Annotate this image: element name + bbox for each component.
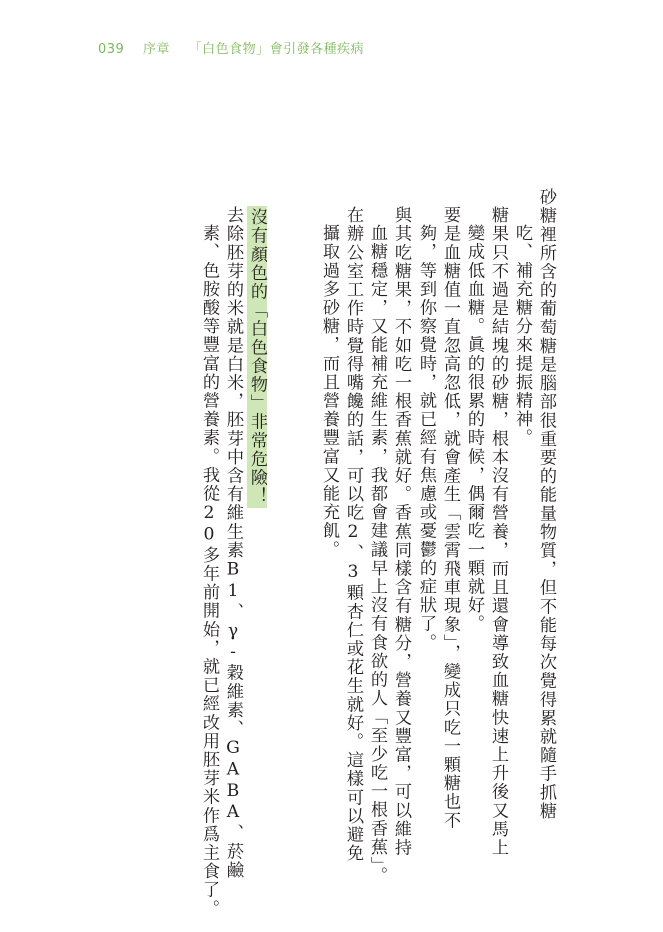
chapter-title: 「白色食物」會引發各種疾病 (188, 42, 365, 57)
text-column: 素、色胺酸等豐富的營養素。我從20多年前開始，就已經改用胚芽米作爲主食了。 (199, 224, 219, 918)
section-heading-highlight: 沒有顏色的「白色食物」非常危險！ (247, 208, 267, 506)
text-column: 在辦公室工作時覺得嘴饞的話，可以吃2、3顆杏仁或花生就好。這樣可以避免 (343, 206, 363, 863)
section-heading (247, 206, 267, 508)
chapter-label: 序章 (142, 42, 170, 57)
text-column: 變成低血糖。眞的很累的時候，偶爾吃一顆就好。 (464, 224, 484, 634)
text-column: 糖果只不過是結塊的砂糖，根本沒有營養，而且還會導致血糖快速上升後又馬上 (488, 206, 508, 857)
page-number: 039 (98, 42, 125, 57)
text-column: 與其吃糖果，不如吃一根香蕉就好。香蕉同樣含有糖分，營養又豐富，可以維持 (391, 206, 411, 857)
text-column: 去除胚芽的米就是白米，胚芽中含有維生素B1、γ-穀維素、GABA、菸鹼 (223, 206, 243, 880)
text-column: 吃、補充糖分來提振精神。 (512, 224, 532, 448)
running-header (98, 38, 364, 57)
text-column: 攝取過多砂糖，而且營養豐富又能充飢。 (319, 224, 339, 559)
text-column: 夠，等到你察覺時，就已經有焦慮或憂鬱的症狀了。 (416, 224, 436, 652)
text-column: 砂糖裡所含的葡萄糖是腦部很重要的能量物質，但不能每次覺得累就隨手抓糖 (536, 188, 556, 821)
text-column: 血糖穩定，又能補充維生素，我都會建議早上沒有食欲的人「至少吃一根香蕉」。 (367, 224, 387, 885)
text-column: 要是血糖值一直忽高忽低，就會產生「雲霄飛車現象」，變成只吃一顆糖也不 (440, 206, 460, 830)
